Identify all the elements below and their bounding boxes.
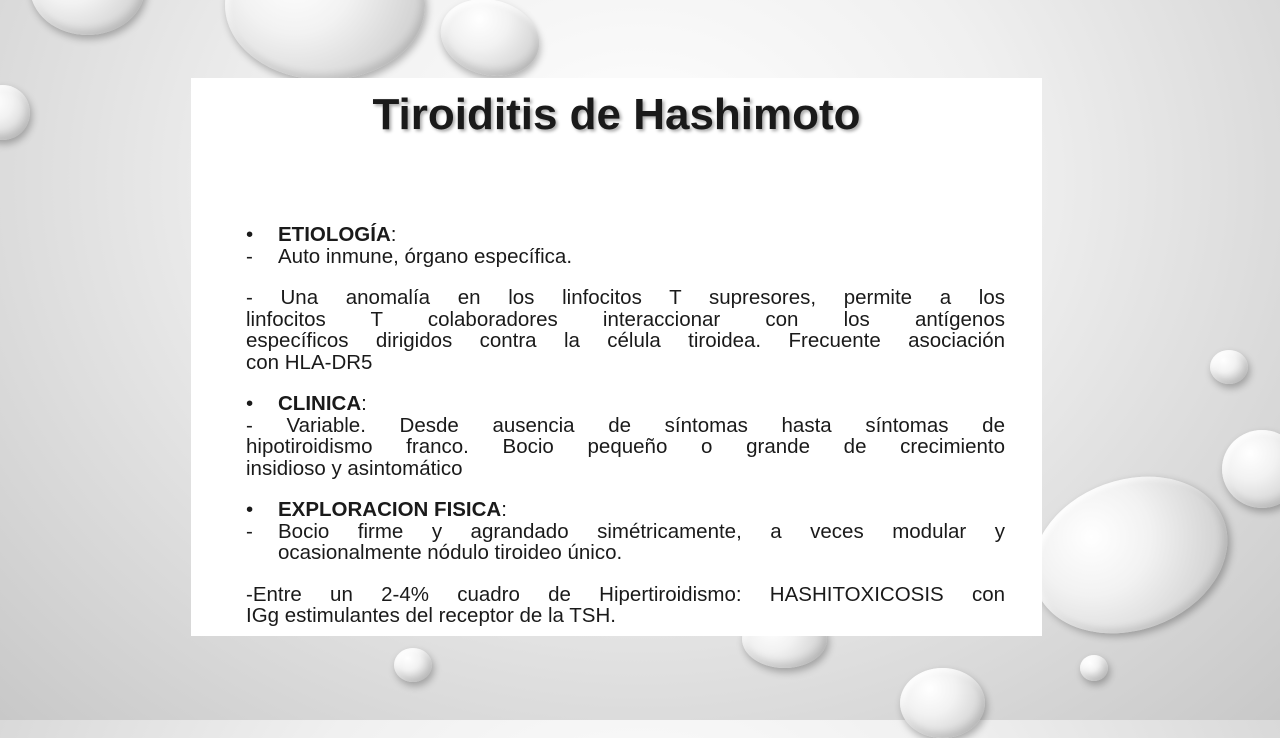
clinica-heading: CLINICA (278, 392, 362, 415)
bullet-marker: • (246, 498, 254, 521)
heading-colon: : (390, 223, 397, 246)
water-drop-decoration (432, 0, 548, 87)
clinica-paragraph (246, 415, 1005, 480)
etiologia-line: Auto inmune, órgano específica. (278, 244, 573, 268)
paragraph-line: - Una anomalía en los linfocitos T supresores, permite a los (246, 286, 1005, 309)
dash-marker: - (246, 244, 253, 268)
paragraph-line: hipotiroidismo franco. Bocio pequeño o grande de crecimiento (246, 435, 1005, 458)
bullet-marker: • (246, 223, 254, 246)
exploracion-heading: EXPLORACION FISICA (278, 498, 502, 521)
clinica-heading-row (246, 393, 1005, 415)
paragraph-line: - Variable. Desde ausencia de síntomas hasta síntomas de (246, 413, 1005, 437)
paragraph-line: específicos dirigidos contra la célula tiroidea. Frecuente asociación (246, 329, 1005, 352)
etiologia-line-row (246, 246, 1005, 268)
water-drop-decoration (1210, 350, 1248, 384)
paragraph-line: ocasionalmente nódulo tiroideo único. (278, 541, 623, 564)
etiologia-paragraph (246, 287, 1005, 373)
paragraph-line: Bocio firme y agrandado simétricamente, a veces modular y (278, 519, 1005, 543)
etiologia-heading: ETIOLOGÍA (278, 223, 391, 246)
paragraph-line: linfocitos T colaboradores interaccionar con los antígenos (246, 307, 1005, 331)
water-drop-decoration (1222, 430, 1280, 508)
etiologia-heading-row (246, 224, 1005, 246)
water-drop-decoration (1010, 450, 1249, 659)
water-drop-decoration (1080, 655, 1108, 681)
paragraph-line: insidioso y asintomático (246, 456, 463, 480)
paragraph-line: con HLA-DR5 (246, 350, 373, 374)
heading-colon: : (361, 392, 367, 415)
heading-colon: : (501, 498, 507, 521)
hashitoxicosis-paragraph (246, 584, 1005, 627)
slide-title: Tiroiditis de Hashimoto (372, 90, 861, 139)
water-drop-decoration (394, 648, 432, 682)
slide-body (246, 224, 1005, 627)
water-drop-decoration (225, 0, 425, 80)
exploracion-heading-row (246, 499, 1005, 521)
exploracion-item-row (246, 521, 1005, 564)
slide-content-panel (191, 78, 1042, 636)
water-drop-decoration (30, 0, 145, 35)
bullet-marker: • (246, 392, 254, 415)
dash-marker: - (246, 519, 253, 543)
water-drop-decoration (0, 85, 30, 140)
paragraph-line: -Entre un 2-4% cuadro de Hipertiroidismo: HASHITOXICOSIS con (246, 582, 1005, 606)
paragraph-line: IGg estimulantes del receptor de la TSH. (246, 604, 616, 627)
water-drop-decoration (900, 668, 985, 738)
